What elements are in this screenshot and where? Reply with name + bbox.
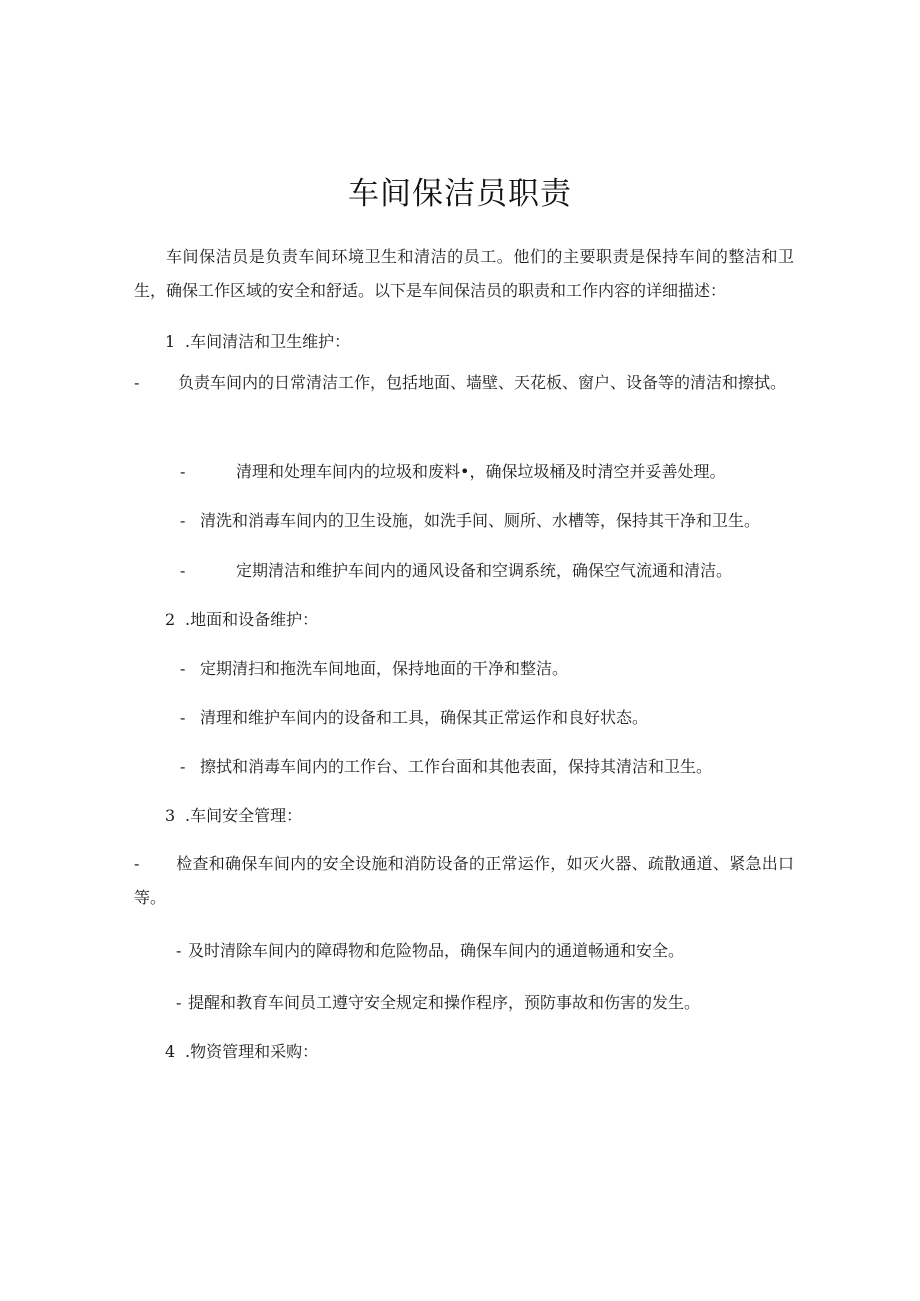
list-item-text: 定期清洁和维护车间内的通风设备和空调系统，确保空气流通和清洁。	[236, 561, 733, 580]
section-number: 3	[165, 806, 176, 825]
section-heading	[165, 610, 318, 630]
list-item	[180, 561, 732, 581]
dash-marker: -	[180, 511, 186, 530]
list-item	[180, 659, 568, 679]
section-title: .物资管理和采购：	[185, 1042, 319, 1061]
section-number: 2	[165, 610, 176, 629]
list-item-text: 及时清除车间内的障碍物和危险物品，确保车间内的通道畅通和安全。	[188, 941, 685, 960]
list-item-text: 擦拭和消毒车间内的工作台、工作台面和其他表面，保持其清洁和卫生。	[200, 757, 713, 776]
list-item	[180, 708, 648, 728]
dash-marker: -	[180, 757, 186, 776]
list-item	[134, 847, 794, 915]
dash-marker: -	[180, 708, 186, 727]
list-item-text: 检查和确保车间内的安全设施和消防设备的正常运作，如灭火器、疏散通道、紧急出口等。	[134, 854, 794, 907]
dash-marker: -	[134, 373, 140, 392]
section-heading	[165, 332, 350, 352]
section-heading	[165, 806, 302, 826]
section-title: .车间安全管理：	[185, 806, 303, 825]
dash-marker: -	[180, 462, 186, 481]
list-item-text: 清理和处理车间内的垃圾和废料•，确保垃圾桶及时清空并妥善处理。	[236, 462, 726, 481]
list-item	[176, 993, 700, 1013]
section-heading	[165, 1042, 318, 1062]
list-item	[134, 366, 794, 400]
page-title: 车间保洁员职责	[348, 176, 572, 212]
list-item-text: 清理和维护车间内的设备和工具，确保其正常运作和良好状态。	[200, 708, 649, 727]
list-item-text: 负责车间内的日常清洁工作，包括地面、墙壁、天花板、窗户、设备等的清洁和擦拭。	[178, 373, 787, 392]
list-item	[180, 462, 725, 482]
list-item	[176, 941, 684, 961]
intro-paragraph: 车间保洁员是负责车间环境卫生和清洁的员工。他们的主要职责是保持车间的整洁和卫生，确保工作区域的安全和舒适。以下是车间保洁员的职责和工作内容的详细描述：	[134, 247, 794, 300]
list-item-text: 提醒和教育车间员工遵守安全规定和操作程序，预防事故和伤害的发生。	[188, 993, 701, 1012]
dash-marker: -	[176, 993, 182, 1012]
list-item	[180, 757, 712, 777]
section-title: .地面和设备维护：	[185, 610, 319, 629]
dash-marker: -	[176, 941, 182, 960]
list-item-text: 清洗和消毒车间内的卫生设施，如洗手间、厕所、水槽等，保持其干净和卫生。	[200, 511, 761, 530]
dash-marker: -	[180, 561, 186, 580]
list-item	[180, 511, 760, 531]
section-number: 1	[165, 332, 176, 351]
section-number: 4	[165, 1042, 176, 1061]
dash-marker: -	[180, 659, 186, 678]
list-item-text: 定期清扫和拖洗车间地面，保持地面的干净和整洁。	[200, 659, 569, 678]
section-title: .车间清洁和卫生维护：	[185, 332, 351, 351]
dash-marker: -	[134, 854, 140, 873]
